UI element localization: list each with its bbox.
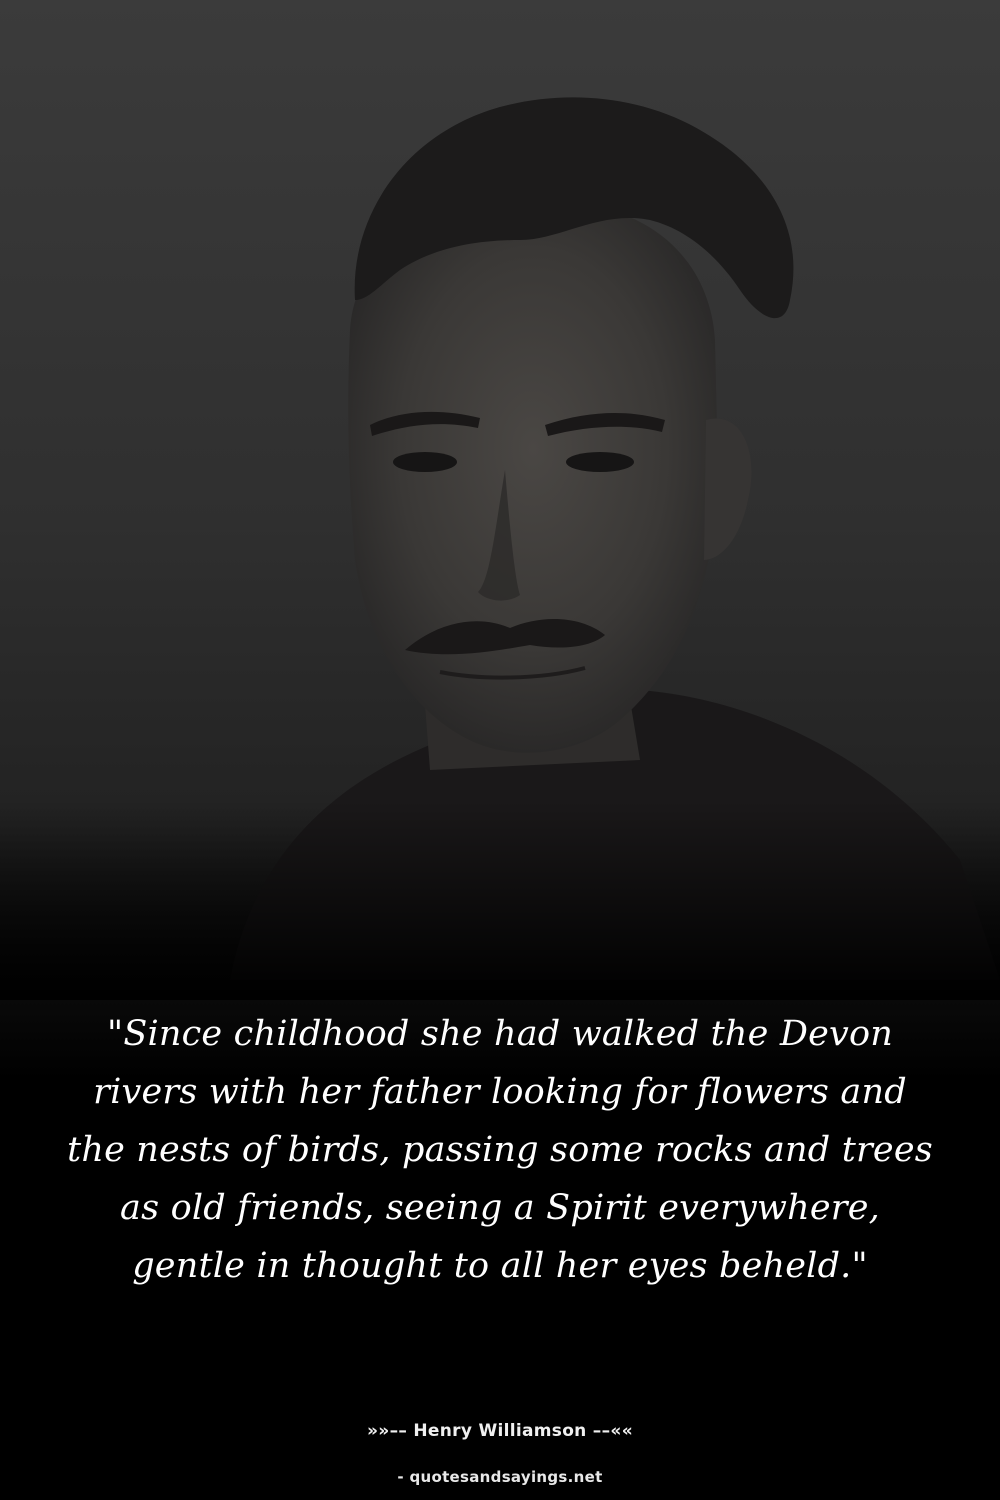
source-site: - quotesandsayings.net [397, 1468, 603, 1486]
author-attribution: »»–– Henry Williamson ––«« [367, 1421, 633, 1441]
quote-box [60, 1005, 940, 1295]
quote-text: "Since childhood she had walked the Devon rivers with her father looking for flowers and the nests of birds, passing some rocks and trees as old friends, seeing a Spirit everywhere, gentle in thought to all her eyes beheld." [67, 1014, 933, 1286]
